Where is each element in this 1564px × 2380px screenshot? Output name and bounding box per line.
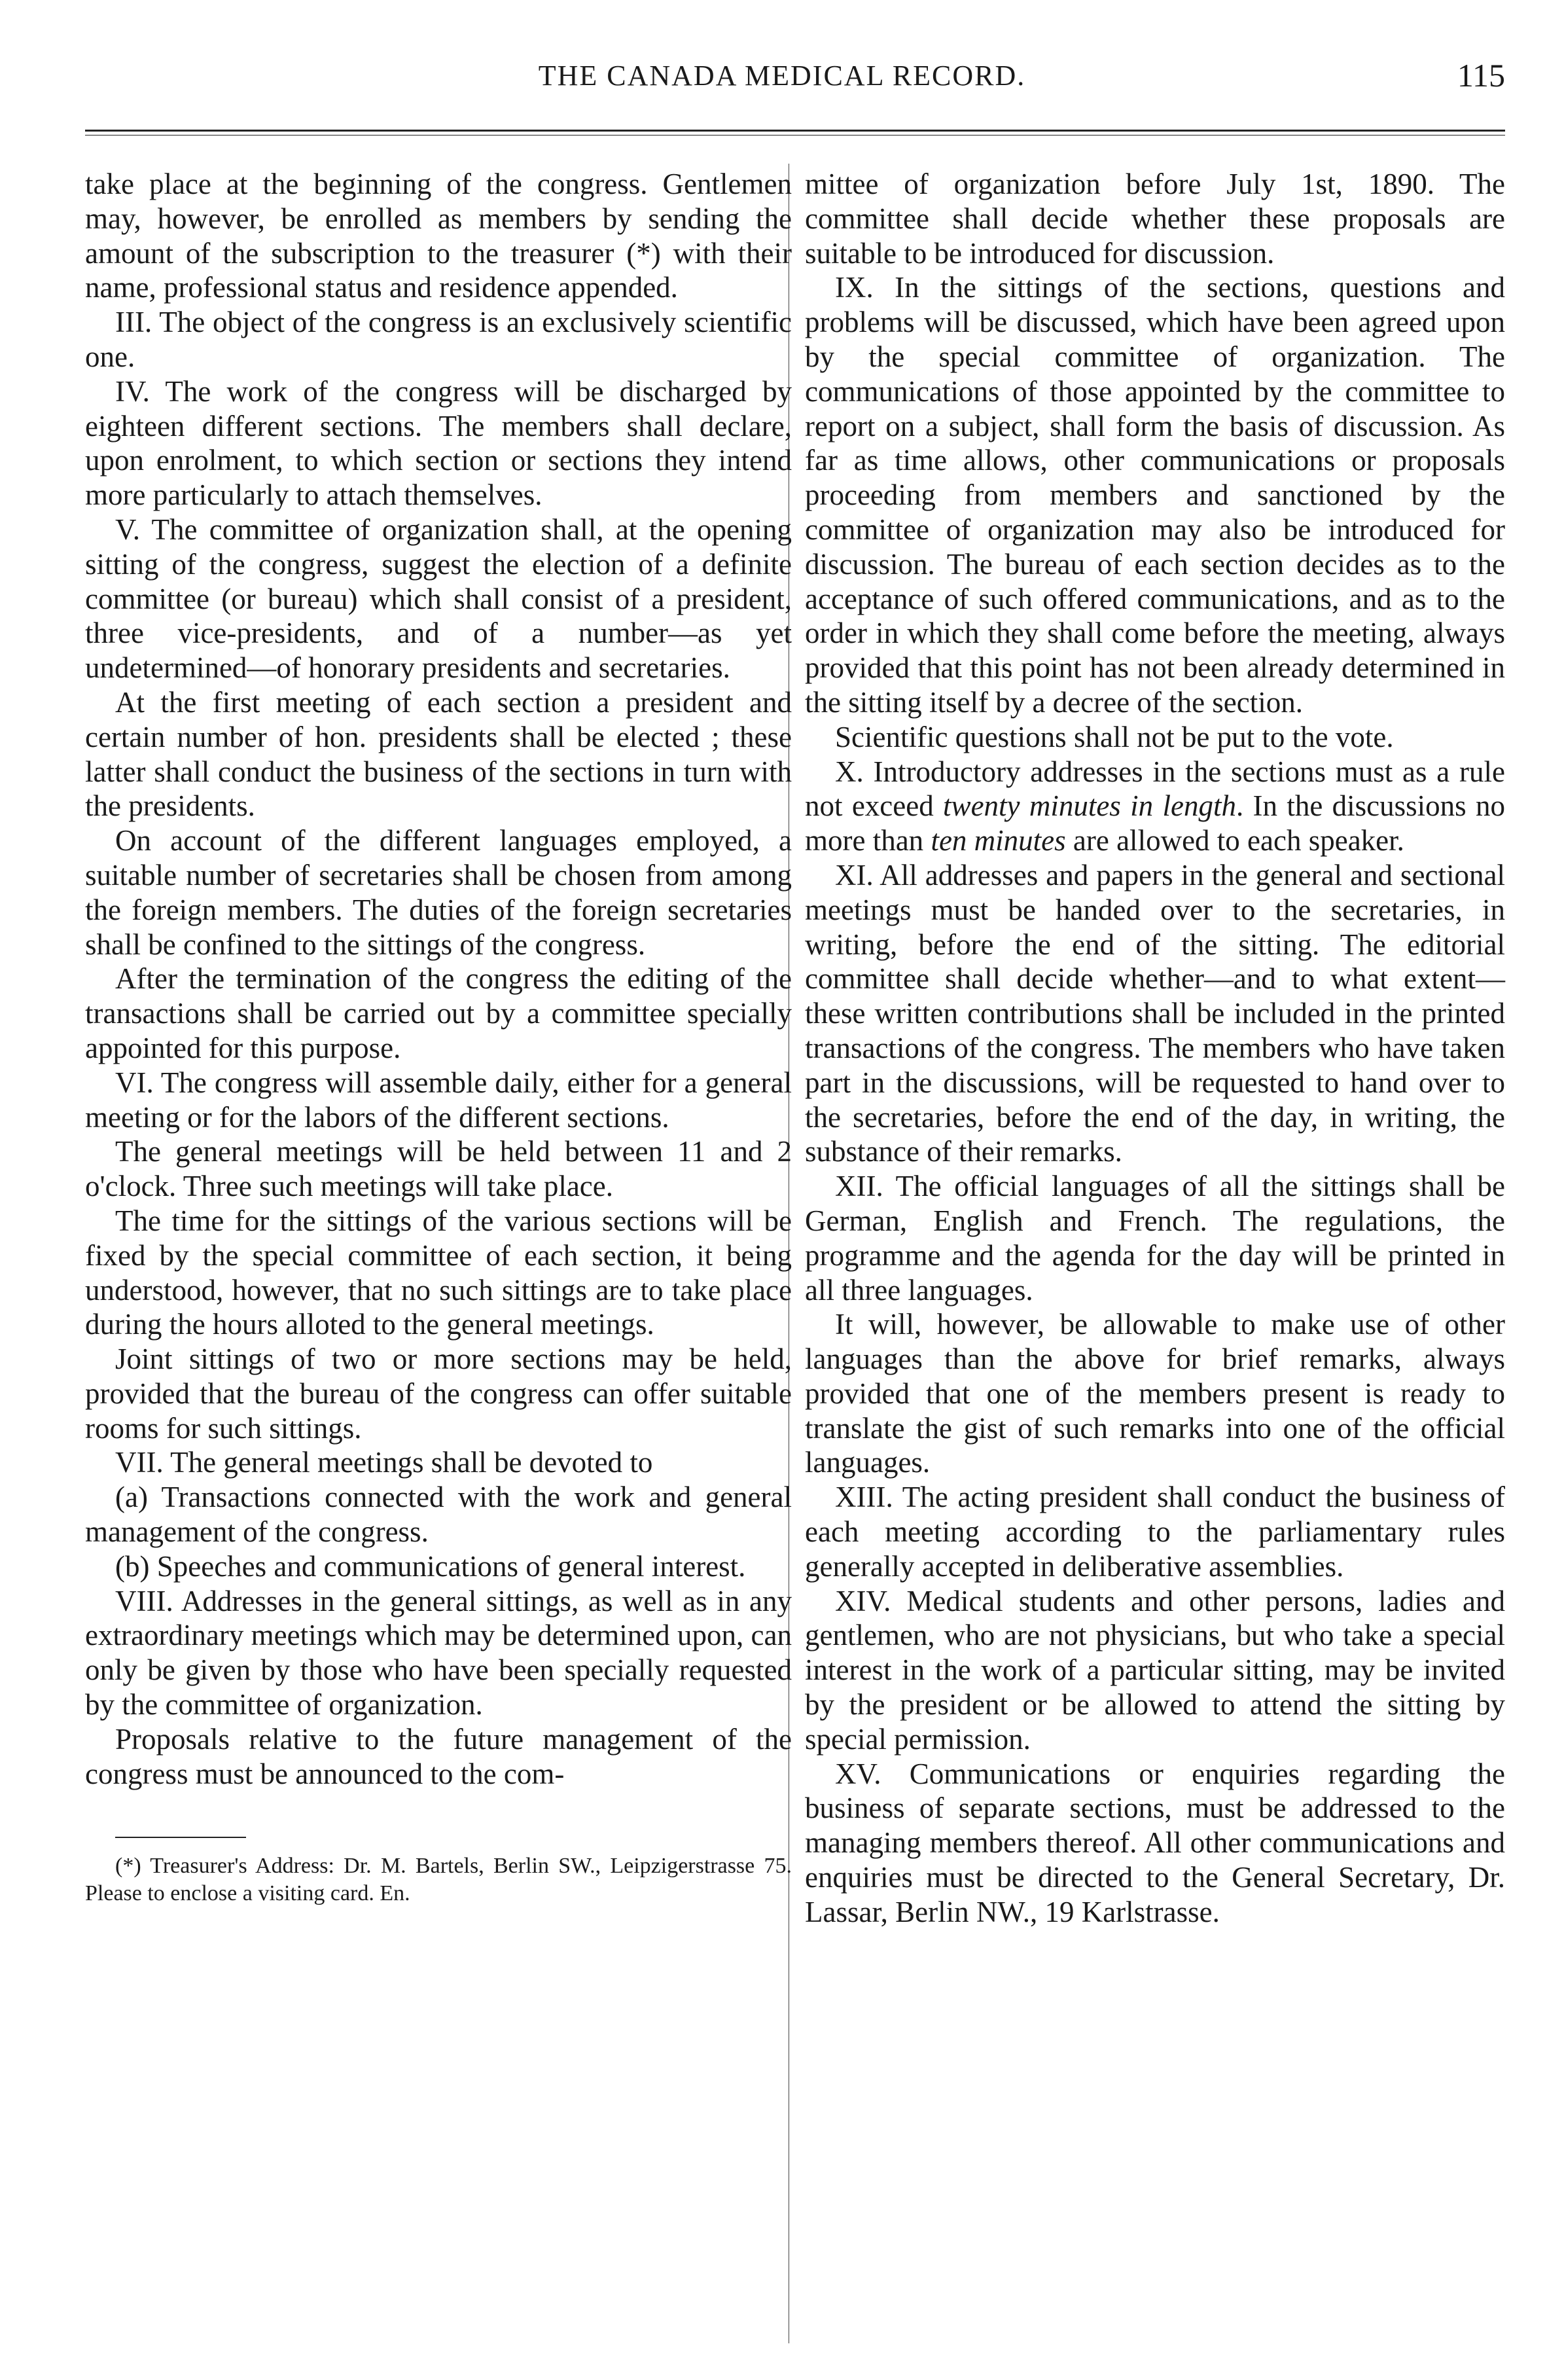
paragraph — [805, 755, 1505, 858]
paragraph: IV. The work of the congress will be discharged by eighteen different sections. The members shall declare, upon enrolment, to which section or sections they intend more particularly to attach themselves. — [85, 374, 792, 512]
italic-text: twenty minutes in length — [943, 789, 1236, 823]
paragraph: V. The committee of organization shall, at the opening sitting of the congress, suggest the election of a definite committee (or bureau) which shall consist of a president, three vice-presidents, and of a number—as yet undetermined—of honorary presidents and secretaries. — [85, 513, 792, 685]
page-header — [0, 0, 1564, 131]
running-title: THE CANADA MEDICAL RECORD. — [538, 60, 1026, 92]
paragraph: take place at the beginning of the congress. Gentlemen may, however, be enrolled as members by sending the amount of the subscription to the treasurer (*) with their name, professional status and residence appended. — [85, 168, 792, 304]
right-column — [805, 167, 1505, 1930]
paragraph: XIII. The acting president shall conduct the business of each meeting according to the parliamentary rules generally accepted in deliberative assemblies. — [805, 1481, 1505, 1583]
paragraph: (b) Speeches and communications of general interest. — [115, 1549, 746, 1583]
page-number: 115 — [1457, 57, 1505, 94]
paragraph: XIV. Medical students and other persons, ladies and gentlemen, who are not physicians, but who take a special interest in the work of a particular sitting, may be invited by the president or be allowed to attend the sitting by special permission. — [805, 1584, 1505, 1756]
paragraph: On account of the different languages employed, a suitable number of secretaries shall be chosen from among the foreign members. The duties of the foreign secretaries shall be confined to the sittings of the congress. — [85, 824, 792, 961]
text-run: . In the discussions no more than — [805, 789, 1505, 857]
left-column — [85, 167, 792, 1907]
footnote-rule — [115, 1837, 246, 1838]
paragraph: Proposals relative to the future management of the congress must be announced to the com- — [85, 1722, 792, 1790]
text-run: X. Introductory addresses in the sections must as a rule not exceed — [805, 755, 1505, 823]
footnote: (*) Treasurer's Address: Dr. M. Bartels, Berlin SW., Leipzigerstrasse 75. Please to enclose a visiting card. En. — [85, 1854, 792, 1906]
paragraph: After the termination of the congress the editing of the transactions shall be carried out by a committee specially appointed for this purpose. — [85, 962, 792, 1064]
paragraph: IX. In the sittings of the sections, questions and problems will be discussed, which have been agreed upon by the special committee of organization. The communications of those appointed by the committee to report on a subject, shall form the basis of discussion. As far as time allows, other communications or proposals proceeding from members and sanctioned by the committee of organization may also be introduced for discussion. The bureau of each section decides as to the acceptance of such offered communications, and as to the order in which they shall come before the meeting, always provided that this point has not been already determined in the sitting itself by a decree of the section. — [805, 271, 1505, 719]
paragraph: XII. The official languages of all the sittings shall be German, English and French. The regulations, the programme and the agenda for the day will be printed in all three languages. — [805, 1170, 1505, 1307]
paragraph: III. The object of the congress is an exclusively scientific one. — [85, 306, 792, 373]
header-rule — [85, 130, 1505, 132]
paragraph: XV. Communications or enquiries regarding the business of separate sections, must be addressed to the managing members thereof. All other communications and enquiries must be directed to the General Secretary, Dr. Lassar, Berlin NW., 19 Karlstrasse. — [805, 1757, 1505, 1928]
paragraph: Scientific questions shall not be put to the vote. — [835, 720, 1394, 753]
paragraph: Joint sittings of two or more sections may be held, provided that the bureau of the congress can offer suitable rooms for such sittings. — [85, 1343, 792, 1445]
paragraph: At the first meeting of each section a president and certain number of hon. presidents shall be elected ; these latter shall conduct the business of the sections in turn with the presidents. — [85, 685, 792, 823]
paragraph: The time for the sittings of the various sections will be fixed by the special committee of each section, it being understood, however, that no such sittings are to take place during the hours alloted to the general meetings. — [85, 1204, 792, 1341]
paragraph: VIII. Addresses in the general sittings, as well as in any extraordinary meetings which may be determined upon, can only be given by those who have been specially requested by the committee of organization. — [85, 1584, 792, 1722]
paragraph: VI. The congress will assemble daily, either for a general meeting or for the labors of the different sections. — [85, 1066, 792, 1134]
paragraph: The general meetings will be held between 11 and 2 o'clock. Three such meetings will take place. — [85, 1135, 792, 1203]
paragraph: mittee of organization before July 1st, 1890. The committee shall decide whether these proposals are suitable to be introduced for discussion. — [805, 168, 1505, 270]
text-run: are allowed to each speaker. — [1065, 824, 1404, 857]
paragraph: VII. The general meetings shall be devoted to — [115, 1446, 653, 1479]
paragraph: XI. All addresses and papers in the general and sectional meetings must be handed over to the secretaries, in writing, before the end of the sitting. The editorial committee shall decide whether—and to what extent—these written contributions shall be included in the printed transactions of the congress. The members who have taken part in the discussions, will be requested to hand over to the secretaries, before the end of the day, in writing, the substance of their remarks. — [805, 858, 1505, 1168]
paragraph: It will, however, be allowable to make use of other languages than the above for brief remarks, always provided that one of the members present is ready to translate the gist of such remarks into one of the official languages. — [805, 1308, 1505, 1479]
paragraph: (a) Transactions connected with the work and general management of the congress. — [85, 1481, 792, 1549]
italic-text: ten minutes — [931, 824, 1066, 857]
